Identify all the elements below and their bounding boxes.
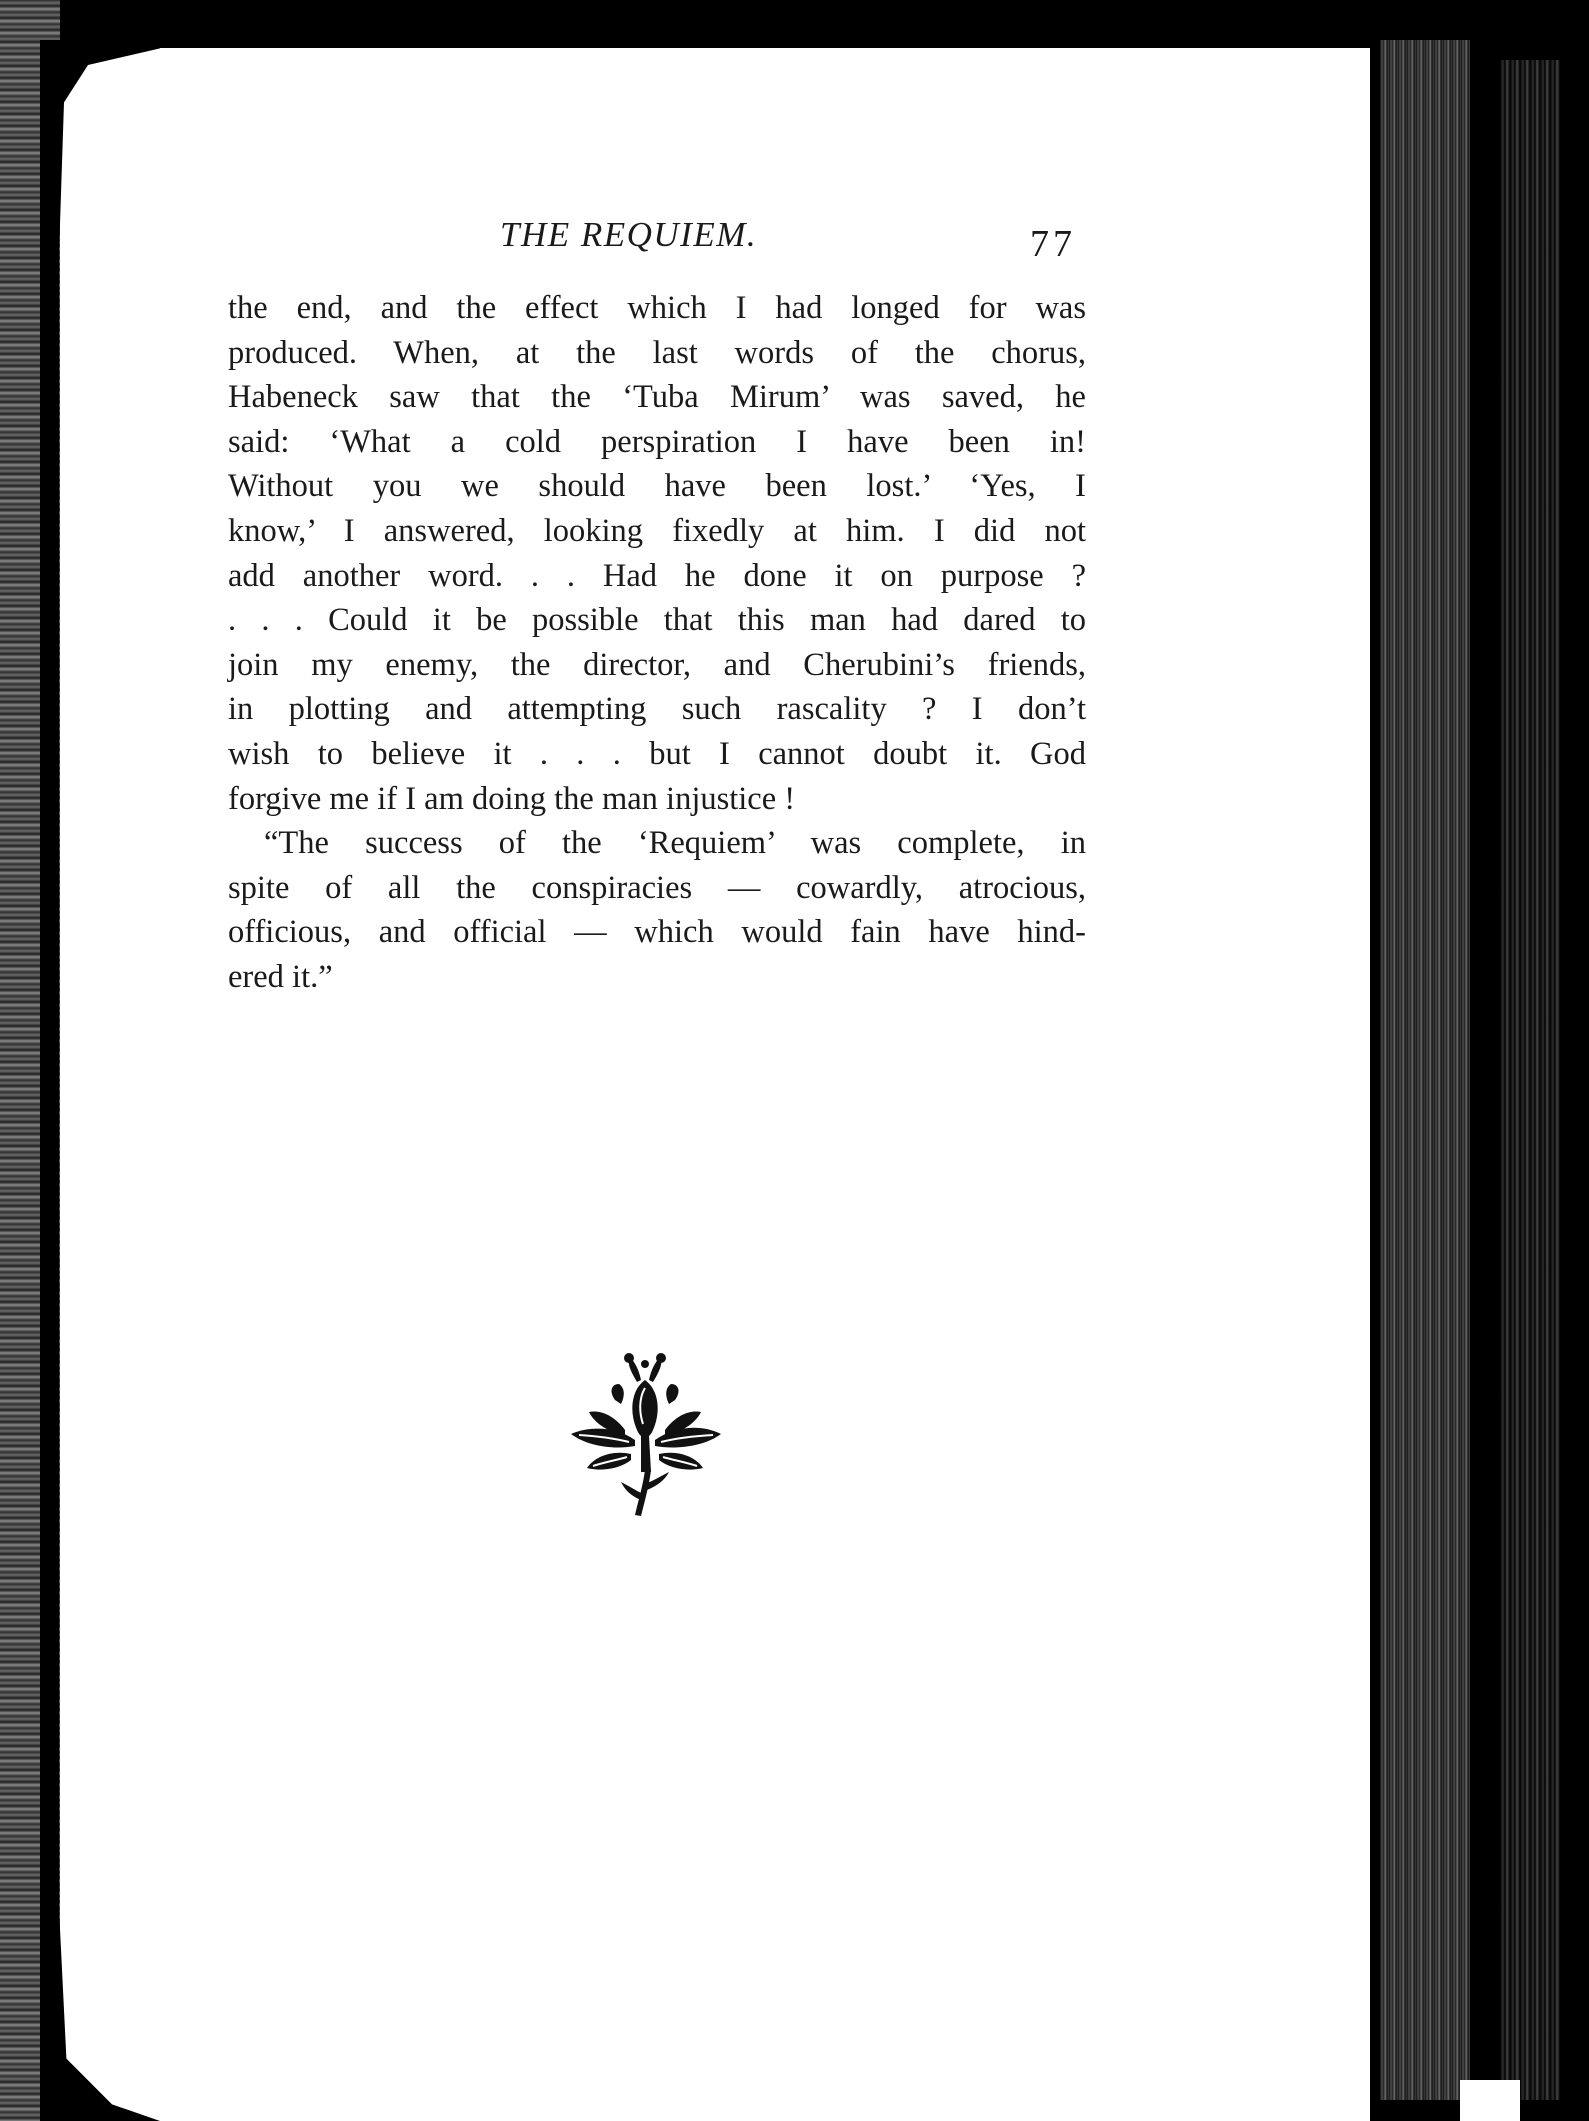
text-line: “The success of the ‘Requiem’ was complete, in <box>264 825 1086 862</box>
text-line: in plotting and attempting such rascality ? I don’t <box>228 691 1086 728</box>
book-page <box>150 60 1370 2100</box>
text-line: join my enemy, the director, and Cherubini’s friends, <box>228 646 1086 683</box>
paragraph-1 <box>228 286 1086 821</box>
text-line: Habeneck saw that the ‘Tuba Mirum’ was saved, he <box>228 379 1086 416</box>
text-line: Without you we should have been lost.’ ‘Yes, I <box>228 468 1086 505</box>
paragraph-2 <box>228 821 1086 999</box>
page-number: 77 <box>1030 223 1076 265</box>
scan-left-shadow <box>40 40 160 2121</box>
text-line: wish to believe it . . . but I cannot doubt it. God <box>228 735 1086 772</box>
scan-top-border <box>0 0 1589 48</box>
text-line: add another word. . . Had he done it on purpose ? <box>228 557 1086 594</box>
text-line: know,’ I answered, looking fixedly at him. I did not <box>228 512 1086 549</box>
body-text <box>228 286 1086 1000</box>
scan-page-stack-edge-outer <box>1500 60 1560 2100</box>
text-line: ered it.” <box>228 958 333 995</box>
text-line: forgive me if I am doing the man injustice ! <box>228 780 796 817</box>
running-head: THE REQUIEM. <box>500 215 758 254</box>
text-line: said: ‘What a cold perspiration I have been in! <box>228 423 1086 460</box>
scan-bottom-notch <box>1460 2080 1520 2121</box>
text-line: produced. When, at the last words of the chorus, <box>228 334 1086 371</box>
text-line: officious, and official — which would fain have hind- <box>228 914 1086 951</box>
text-line: . . . Could it be possible that this man had dared to <box>228 602 1086 639</box>
text-line: the end, and the effect which I had longed for was <box>228 290 1086 326</box>
scan-page-stack-edge <box>1380 40 1470 2100</box>
text-line: spite of all the conspiracies — cowardly, atrocious, <box>228 869 1086 906</box>
floral-tailpiece-icon <box>565 1350 725 1525</box>
